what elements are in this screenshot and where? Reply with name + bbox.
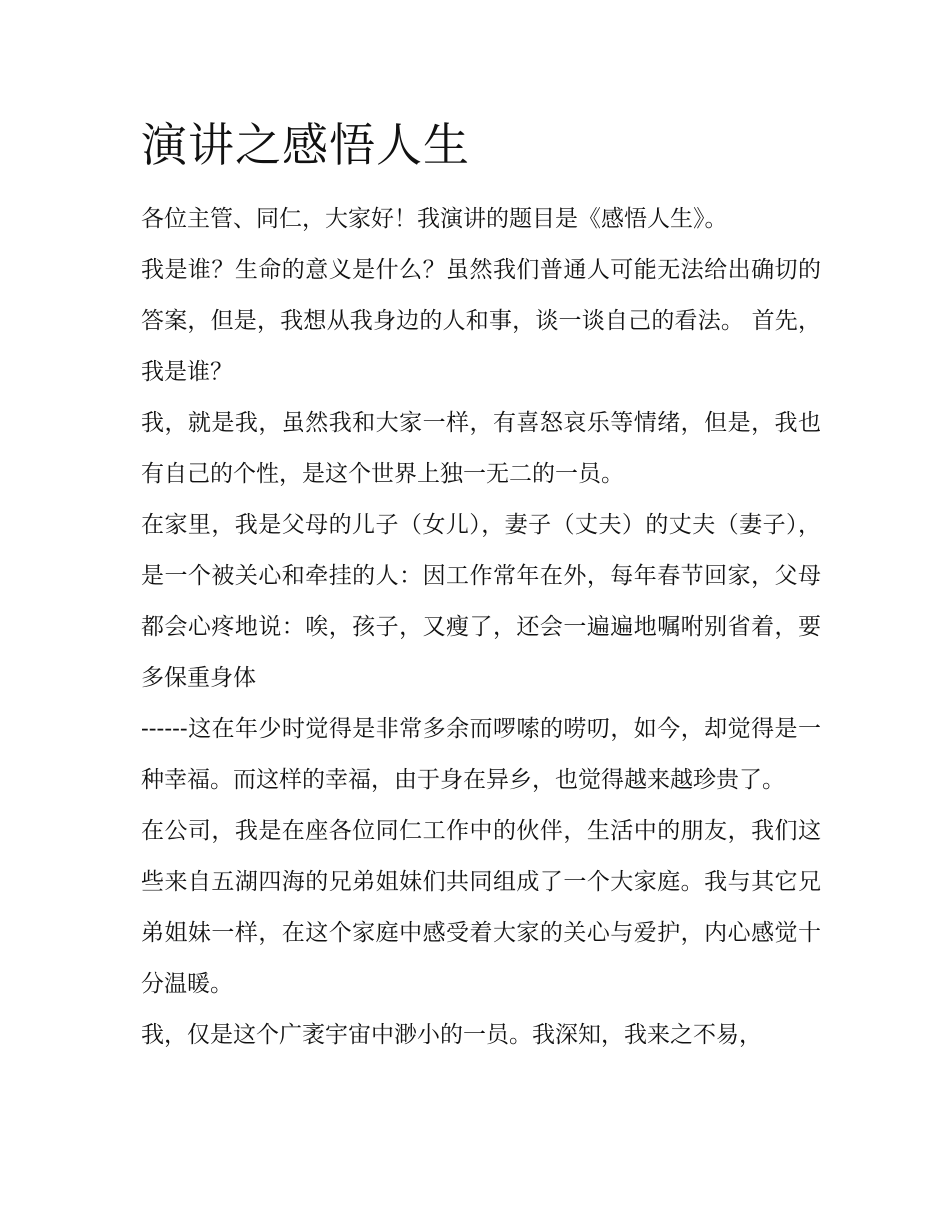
document-body (141, 114, 821, 1061)
paragraph-at-company: 在公司，我是在座各位同仁工作中的伙伴，生活中的朋友，我们这些来自五湖四海的兄弟姐妹们共同组成了一个大家庭。我与其它兄弟姐妹一样，在这个家庭中感受着大家的关心与爱护，内心感觉十分温暖。 (141, 818, 821, 997)
paragraph-myself: 我，就是我，虽然我和大家一样，有喜怒哀乐等情绪，但是，我也有自己的个性，是这个世界上独一无二的一员。 (141, 410, 821, 487)
paragraph-happiness: ------这在年少时觉得是非常多余而啰嗦的唠叨，如今，却觉得是一种幸福。而这样的幸福，由于身在异乡，也觉得越来越珍贵了。 (141, 716, 821, 793)
paragraph-greeting: 各位主管、同仁，大家好！我演讲的题目是《感悟人生》。 (141, 206, 728, 232)
paragraph-universe: 我，仅是这个广袤宇宙中渺小的一员。我深知，我来之不易， (141, 1022, 762, 1048)
document-title: 演讲之感悟人生 (141, 118, 470, 172)
paragraph-at-home: 在家里，我是父母的儿子（女儿），妻子（丈夫）的丈夫（妻子），是一个被关心和牵挂的人：因工作常年在外，每年春节回家，父母都会心疼地说：唉，孩子，又瘦了，还会一遍遍地嘱咐别省着，要多保重身体 (141, 512, 821, 691)
paragraph-who-am-i: 我是谁？生命的意义是什么？虽然我们普通人可能无法给出确切的答案，但是，我想从我身边的人和事，谈一谈自己的看法。 首先，我是谁？ (141, 257, 821, 385)
